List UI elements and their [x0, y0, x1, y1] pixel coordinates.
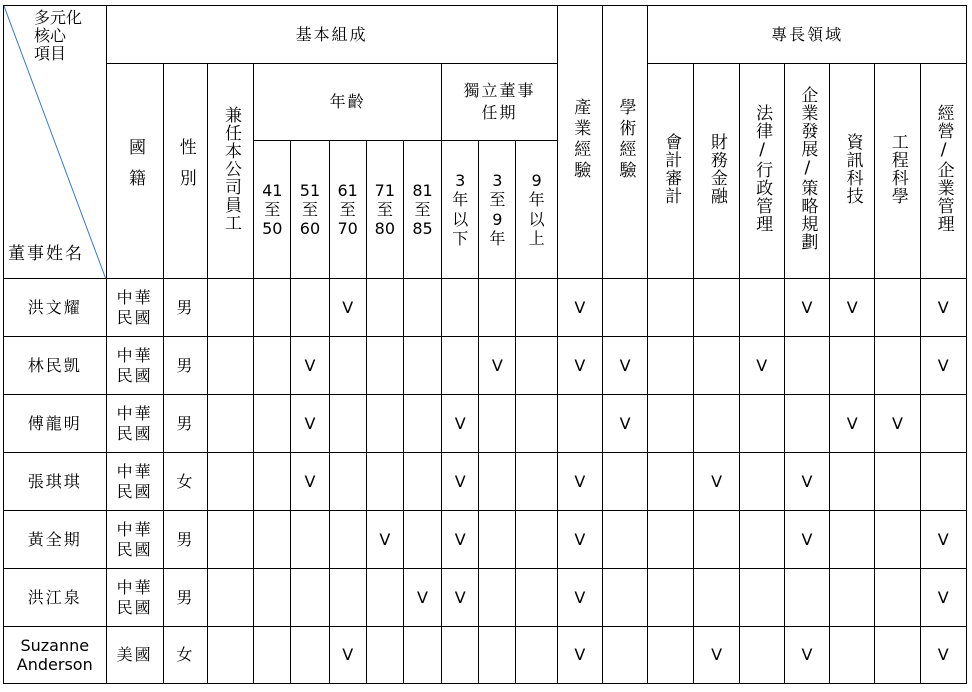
age-check-cell: V [366, 511, 403, 569]
employee-cell [208, 337, 254, 395]
nationality-cell: 中華 民國 [106, 337, 163, 395]
skill-check-cell [875, 279, 920, 337]
header-finance: 財務金融 [694, 64, 739, 279]
skill-check-cell [648, 337, 694, 395]
skill-check-cell [648, 395, 694, 453]
term-check-cell [479, 627, 516, 684]
academic-check-cell [603, 627, 648, 684]
skill-check-cell [784, 569, 829, 627]
skill-check-cell [648, 511, 694, 569]
header-gender: 性別 [163, 64, 207, 279]
header-age-range: 71 至 80 [366, 141, 403, 279]
term-check-cell [442, 279, 479, 337]
corner-header-diversity: 多元化 核心 項目 [34, 8, 83, 63]
gender-cell: 女 [163, 453, 207, 511]
skill-check-cell: V [830, 395, 875, 453]
term-check-cell [516, 453, 557, 511]
skill-check-cell [739, 453, 784, 511]
age-check-cell: V [291, 395, 329, 453]
gender-cell: 男 [163, 511, 207, 569]
director-row [4, 279, 967, 337]
industry-check-cell: V [557, 279, 602, 337]
director-name: 黃全期 [4, 511, 107, 569]
academic-check-cell: V [603, 395, 648, 453]
nationality-cell: 中華 民國 [106, 569, 163, 627]
employee-cell [208, 511, 254, 569]
age-check-cell [254, 395, 291, 453]
skill-check-cell [920, 453, 966, 511]
director-name: 洪文耀 [4, 279, 107, 337]
skill-check-cell [830, 337, 875, 395]
skill-check-cell [694, 395, 739, 453]
header-management: 經營/企業管理 [920, 64, 966, 279]
skill-check-cell [648, 279, 694, 337]
header-law: 法律/行政管理 [739, 64, 784, 279]
gender-cell: 男 [163, 337, 207, 395]
gender-cell: 男 [163, 569, 207, 627]
director-name: 張琪琪 [4, 453, 107, 511]
skill-check-cell [648, 569, 694, 627]
age-check-cell [403, 511, 441, 569]
director-name: Suzanne Anderson [4, 627, 107, 684]
skill-check-cell: V [784, 453, 829, 511]
skill-check-cell [875, 453, 920, 511]
term-check-cell [479, 279, 516, 337]
board-diversity-table [3, 5, 967, 684]
header-nationality: 國籍 [106, 64, 163, 279]
term-check-cell [442, 337, 479, 395]
industry-check-cell: V [557, 453, 602, 511]
term-check-cell: V [442, 569, 479, 627]
corner-header-name: 董事姓名 [8, 243, 84, 264]
header-it: 資訊科技 [830, 64, 875, 279]
industry-check-cell: V [557, 627, 602, 684]
director-row [4, 569, 967, 627]
header-independent-term: 獨立董事 任期 [442, 64, 558, 141]
age-check-cell [366, 627, 403, 684]
corner-header-cell [4, 6, 107, 279]
term-check-cell [516, 569, 557, 627]
age-check-cell [254, 453, 291, 511]
age-check-cell [366, 569, 403, 627]
skill-check-cell: V [784, 279, 829, 337]
age-check-cell [254, 627, 291, 684]
header-accounting: 會計審計 [648, 64, 694, 279]
skill-check-cell: V [920, 279, 966, 337]
skill-check-cell [875, 511, 920, 569]
industry-check-cell: V [557, 569, 602, 627]
skill-check-cell [830, 569, 875, 627]
term-check-cell [516, 337, 557, 395]
header-age-range: 51 至 60 [291, 141, 329, 279]
skill-check-cell [739, 511, 784, 569]
skill-check-cell [830, 511, 875, 569]
skill-check-cell [784, 395, 829, 453]
age-check-cell [254, 337, 291, 395]
age-check-cell [291, 569, 329, 627]
age-check-cell [366, 395, 403, 453]
skill-check-cell [784, 337, 829, 395]
age-check-cell: V [329, 627, 366, 684]
term-check-cell: V [479, 337, 516, 395]
skill-check-cell: V [694, 453, 739, 511]
header-age-range: 41 至 50 [254, 141, 291, 279]
director-name: 傅龍明 [4, 395, 107, 453]
academic-check-cell [603, 279, 648, 337]
header-expertise: 專長領域 [648, 6, 967, 64]
employee-cell [208, 627, 254, 684]
skill-check-cell [875, 569, 920, 627]
skill-check-cell: V [739, 337, 784, 395]
skill-check-cell [739, 627, 784, 684]
skill-check-cell: V [920, 627, 966, 684]
academic-check-cell [603, 511, 648, 569]
age-check-cell [366, 279, 403, 337]
employee-cell [208, 453, 254, 511]
header-basic-composition: 基本組成 [106, 6, 557, 64]
skill-check-cell [830, 453, 875, 511]
skill-check-cell [648, 627, 694, 684]
director-row [4, 337, 967, 395]
director-row [4, 395, 967, 453]
age-check-cell [403, 337, 441, 395]
age-check-cell [254, 279, 291, 337]
age-check-cell [403, 453, 441, 511]
skill-check-cell: V [694, 627, 739, 684]
nationality-cell: 中華 民國 [106, 511, 163, 569]
skill-check-cell: V [920, 337, 966, 395]
skill-check-cell [920, 395, 966, 453]
gender-cell: 男 [163, 395, 207, 453]
academic-check-cell: V [603, 337, 648, 395]
skill-check-cell [739, 395, 784, 453]
director-row [4, 511, 967, 569]
term-check-cell [479, 395, 516, 453]
skill-check-cell: V [830, 279, 875, 337]
header-age-range: 81 至 85 [403, 141, 441, 279]
age-check-cell [366, 337, 403, 395]
age-check-cell [291, 627, 329, 684]
age-check-cell [403, 279, 441, 337]
term-check-cell: V [442, 395, 479, 453]
director-row [4, 453, 967, 511]
header-industry-experience: 產業經驗 [557, 6, 602, 279]
term-check-cell [516, 511, 557, 569]
skill-check-cell [694, 337, 739, 395]
skill-check-cell [694, 569, 739, 627]
industry-check-cell [557, 395, 602, 453]
age-check-cell [329, 511, 366, 569]
academic-check-cell [603, 453, 648, 511]
age-check-cell [291, 279, 329, 337]
employee-cell [208, 569, 254, 627]
industry-check-cell: V [557, 511, 602, 569]
age-check-cell [329, 569, 366, 627]
age-check-cell [329, 337, 366, 395]
term-check-cell [479, 453, 516, 511]
age-check-cell [254, 569, 291, 627]
term-check-cell [516, 279, 557, 337]
skill-check-cell: V [784, 511, 829, 569]
header-term-range: 3 年 以 下 [442, 141, 479, 279]
header-engineering: 工程科學 [875, 64, 920, 279]
age-check-cell [329, 395, 366, 453]
skill-check-cell: V [875, 395, 920, 453]
term-check-cell: V [442, 453, 479, 511]
age-check-cell: V [403, 569, 441, 627]
skill-check-cell: V [784, 627, 829, 684]
nationality-cell: 美國 [106, 627, 163, 684]
skill-check-cell: V [920, 511, 966, 569]
industry-check-cell: V [557, 337, 602, 395]
age-check-cell: V [291, 453, 329, 511]
header-age-range: 61 至 70 [329, 141, 366, 279]
nationality-cell: 中華 民國 [106, 395, 163, 453]
skill-check-cell [648, 453, 694, 511]
header-term-range: 3 至 9 年 [479, 141, 516, 279]
age-check-cell [366, 453, 403, 511]
header-term-range: 9 年 以 上 [516, 141, 557, 279]
header-business-development: 企業發展/策略規劃 [784, 64, 829, 279]
skill-check-cell [830, 627, 875, 684]
term-check-cell [516, 395, 557, 453]
age-check-cell [403, 627, 441, 684]
employee-cell [208, 395, 254, 453]
age-check-cell [329, 453, 366, 511]
term-check-cell [516, 627, 557, 684]
term-check-cell [479, 511, 516, 569]
age-check-cell [403, 395, 441, 453]
skill-check-cell [875, 337, 920, 395]
term-check-cell [442, 627, 479, 684]
director-name: 洪江泉 [4, 569, 107, 627]
nationality-cell: 中華 民國 [106, 279, 163, 337]
skill-check-cell [694, 279, 739, 337]
age-check-cell: V [291, 337, 329, 395]
academic-check-cell [603, 569, 648, 627]
header-concurrent-employee: 兼任本公司員工 [208, 64, 254, 279]
director-row [4, 627, 967, 684]
age-check-cell: V [329, 279, 366, 337]
skill-check-cell [875, 627, 920, 684]
employee-cell [208, 279, 254, 337]
term-check-cell: V [442, 511, 479, 569]
age-check-cell [291, 511, 329, 569]
term-check-cell [479, 569, 516, 627]
skill-check-cell: V [920, 569, 966, 627]
header-age: 年齡 [254, 64, 442, 141]
age-check-cell [254, 511, 291, 569]
gender-cell: 女 [163, 627, 207, 684]
skill-check-cell [694, 511, 739, 569]
gender-cell: 男 [163, 279, 207, 337]
skill-check-cell [739, 279, 784, 337]
director-name: 林民凱 [4, 337, 107, 395]
skill-check-cell [739, 569, 784, 627]
nationality-cell: 中華 民國 [106, 453, 163, 511]
header-academic-experience: 學術經驗 [603, 6, 648, 279]
